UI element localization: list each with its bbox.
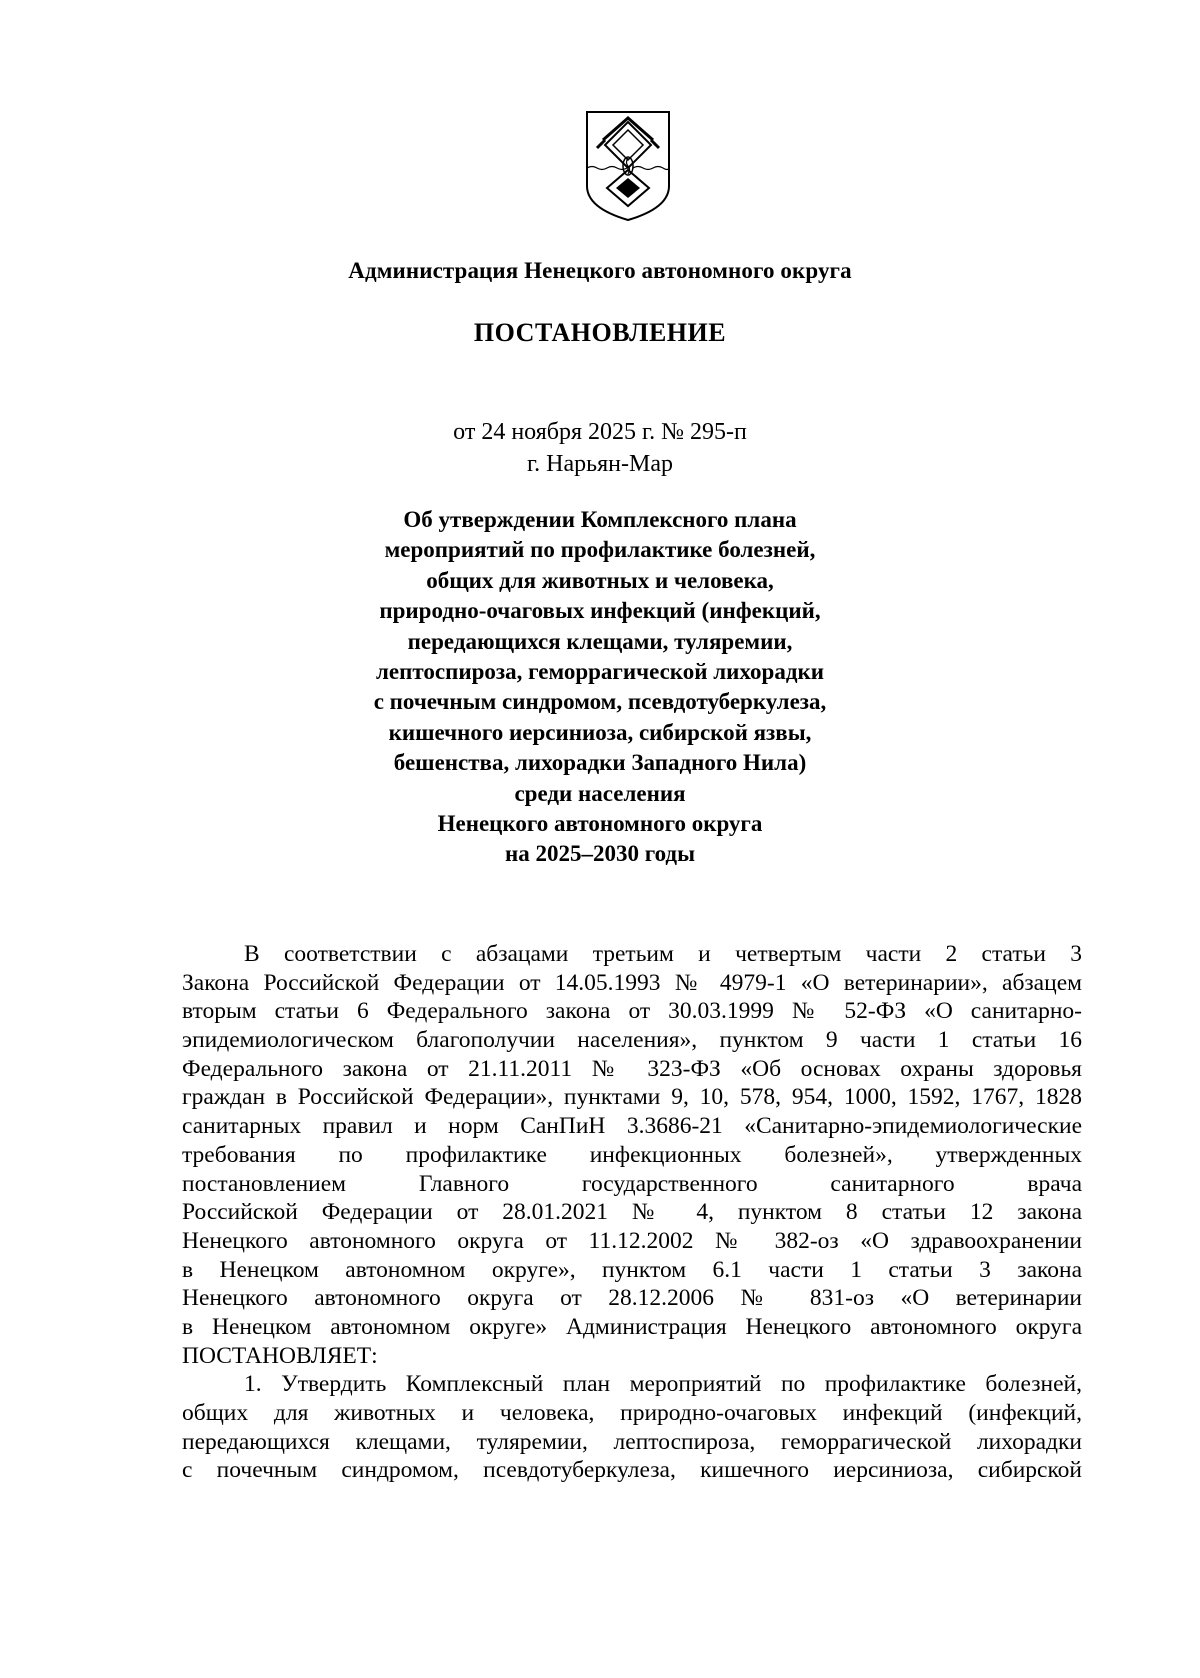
title-line: природно-очаговых инфекций (инфекций,: [379, 598, 821, 624]
document-body: [182, 940, 1082, 1485]
body-line: эпидемиологическом благополучии населения», пунктом 9 части 1 статьи 16: [182, 1027, 1082, 1054]
title-line: Ненецкого автономного округа: [437, 811, 763, 837]
document-city: г. Нарьян-Мар: [527, 451, 673, 477]
title-line: общих для животных и человека,: [426, 567, 774, 593]
body-line: В соответствии с абзацами третьим и четвертым части 2 статьи 3: [244, 941, 1082, 967]
title-line: кишечного иерсиниоза, сибирской язвы,: [388, 719, 812, 745]
body-line: в Ненецком автономном округе» Администрация Ненецкого автономного округа: [182, 1313, 1082, 1340]
body-line: передающихся клещами, туляремии, лептоспироза, геморрагической лихорадки: [182, 1428, 1082, 1455]
organization-name: Администрация Ненецкого автономного округа: [348, 258, 852, 283]
body-line: постановлением Главного государственного санитарного врача: [182, 1170, 1082, 1197]
body-line: вторым статьи 6 Федерального закона от 30.03.1999 № 52-ФЗ «О санитарно-: [182, 998, 1082, 1025]
body-line: Российской Федерации от 28.01.2021 № 4, пунктом 8 статьи 12 закона: [182, 1199, 1082, 1226]
title-line: передающихся клещами, туляремии,: [407, 628, 793, 654]
preamble-paragraph: [182, 940, 1082, 1370]
body-line: Ненецкого автономного округа от 11.12.2002 № 382-оз «О здравоохранении: [182, 1227, 1082, 1254]
title-line: бешенства, лихорадки Западного Нила): [393, 750, 807, 776]
body-line: общих для животных и человека, природно-очаговых инфекций (инфекций,: [182, 1400, 1082, 1426]
body-line: в Ненецком автономном округе», пунктом 6.1 части 1 статьи 3 закона: [182, 1256, 1082, 1283]
body-line: Федерального закона от 21.11.2011 № 323-ФЗ «Об основах охраны здоровья: [182, 1055, 1082, 1082]
title-line: лептоспироза, геморрагической лихорадки: [376, 659, 824, 685]
body-line: требования по профилактике инфекционных болезней», утвержденных: [182, 1141, 1082, 1168]
title-line: с почечным синдромом, псевдотуберкулеза,: [373, 689, 827, 715]
date-and-place: [0, 416, 1200, 480]
resolves-line: ПОСТАНОВЛЯЕТ:: [182, 1342, 378, 1369]
body-line: 1. Утвердить Комплексный план мероприятий по профилактике болезней,: [244, 1371, 1082, 1398]
document-type: ПОСТАНОВЛЕНИЕ: [473, 318, 727, 347]
title-line: Об утверждении Комплексного плана: [403, 507, 797, 532]
body-line: Закона Российской Федерации от 14.05.1993 № 4979-1 «О ветеринарии», абзацем: [182, 969, 1082, 996]
document-date-number: от 24 ноября 2025 г. № 295-п: [453, 419, 747, 445]
document-title: [0, 505, 1200, 870]
item-1-paragraph: [182, 1370, 1082, 1485]
title-line: на 2025–2030 годы: [504, 841, 696, 867]
title-line: среди населения: [514, 780, 686, 806]
body-line: Ненецкого автономного округа от 28.12.2006 № 831-оз «О ветеринарии: [182, 1285, 1082, 1312]
title-line: мероприятий по профилактике болезней,: [384, 537, 816, 563]
body-line: санитарных правил и норм СанПиН 3.3686-21 «Санитарно-эпидемиологические: [182, 1113, 1082, 1140]
coat-of-arms-emblem: [583, 108, 673, 224]
body-line: с почечным синдромом, псевдотуберкулеза, кишечного иерсиниоза, сибирской: [182, 1457, 1082, 1484]
body-line: граждан в Российской Федерации», пунктами 9, 10, 578, 954, 1000, 1592, 1767, 1828: [182, 1084, 1082, 1111]
